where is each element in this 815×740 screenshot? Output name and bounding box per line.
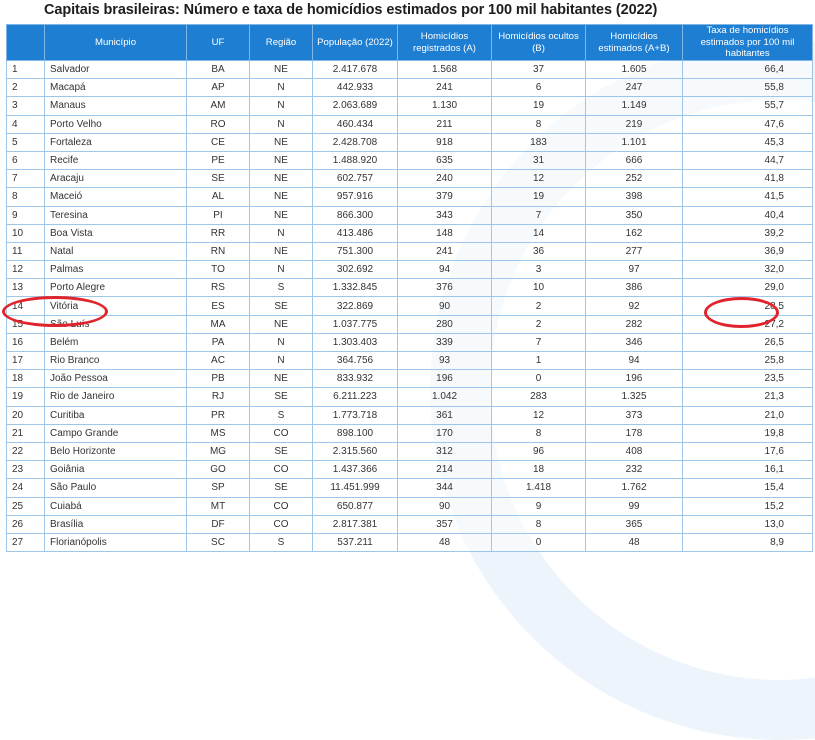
cell-uf: PR: [187, 406, 250, 424]
table-row: [7, 115, 813, 133]
cell-ocultos: 14: [492, 224, 586, 242]
cell-estimados: 398: [586, 188, 683, 206]
cell-municipio: Macapá: [45, 79, 187, 97]
cell-rank: 13: [7, 279, 45, 297]
cell-rank: 5: [7, 133, 45, 151]
cell-ocultos: 6: [492, 79, 586, 97]
cell-ocultos: 19: [492, 97, 586, 115]
cell-registrados: 48: [398, 533, 492, 551]
col-header-ocultos: Homicídios ocultos (B): [492, 25, 586, 61]
cell-ocultos: 0: [492, 533, 586, 551]
cell-estimados: 252: [586, 170, 683, 188]
table-row: [7, 61, 813, 79]
cell-rank: 23: [7, 461, 45, 479]
cell-ocultos: 1: [492, 352, 586, 370]
cell-registrados: 241: [398, 79, 492, 97]
cell-municipio: Boa Vista: [45, 224, 187, 242]
cell-rank: 1: [7, 61, 45, 79]
table-row: [7, 206, 813, 224]
cell-estimados: 196: [586, 370, 683, 388]
table-row: [7, 497, 813, 515]
table-row: [7, 533, 813, 551]
cell-registrados: 240: [398, 170, 492, 188]
cell-rank: 15: [7, 315, 45, 333]
cell-taxa: 55,8: [683, 79, 813, 97]
cell-taxa: 28,5: [683, 297, 813, 315]
cell-uf: PE: [187, 151, 250, 169]
cell-uf: AP: [187, 79, 250, 97]
cell-estimados: 666: [586, 151, 683, 169]
cell-estimados: 1.149: [586, 97, 683, 115]
cell-taxa: 19,8: [683, 424, 813, 442]
cell-uf: BA: [187, 61, 250, 79]
cell-populacao: 2.428.708: [313, 133, 398, 151]
cell-populacao: 602.757: [313, 170, 398, 188]
cell-populacao: 1.303.403: [313, 333, 398, 351]
cell-estimados: 48: [586, 533, 683, 551]
cell-municipio: Rio de Janeiro: [45, 388, 187, 406]
cell-populacao: 322.869: [313, 297, 398, 315]
cell-estimados: 97: [586, 261, 683, 279]
cell-estimados: 346: [586, 333, 683, 351]
cell-uf: GO: [187, 461, 250, 479]
cell-uf: RJ: [187, 388, 250, 406]
cell-rank: 25: [7, 497, 45, 515]
cell-rank: 7: [7, 170, 45, 188]
cell-rank: 9: [7, 206, 45, 224]
cell-registrados: 344: [398, 479, 492, 497]
cell-rank: 14: [7, 297, 45, 315]
cell-municipio: São Paulo: [45, 479, 187, 497]
cell-registrados: 312: [398, 442, 492, 460]
table-body: [7, 61, 813, 552]
cell-populacao: 1.488.920: [313, 151, 398, 169]
cell-rank: 20: [7, 406, 45, 424]
table-row: [7, 151, 813, 169]
table-row: [7, 133, 813, 151]
cell-taxa: 27,2: [683, 315, 813, 333]
cell-populacao: 302.692: [313, 261, 398, 279]
cell-rank: 12: [7, 261, 45, 279]
cell-municipio: Natal: [45, 242, 187, 260]
cell-municipio: Porto Alegre: [45, 279, 187, 297]
cell-populacao: 442.933: [313, 79, 398, 97]
cell-registrados: 1.130: [398, 97, 492, 115]
cell-taxa: 23,5: [683, 370, 813, 388]
cell-ocultos: 7: [492, 206, 586, 224]
table-row: [7, 315, 813, 333]
cell-uf: PA: [187, 333, 250, 351]
cell-rank: 21: [7, 424, 45, 442]
cell-uf: ES: [187, 297, 250, 315]
cell-ocultos: 18: [492, 461, 586, 479]
cell-ocultos: 183: [492, 133, 586, 151]
cell-populacao: 413.486: [313, 224, 398, 242]
cell-taxa: 55,7: [683, 97, 813, 115]
cell-uf: AM: [187, 97, 250, 115]
cell-populacao: 2.417.678: [313, 61, 398, 79]
cell-regiao: NE: [250, 315, 313, 333]
cell-populacao: 11.451.999: [313, 479, 398, 497]
cell-estimados: 282: [586, 315, 683, 333]
cell-taxa: 13,0: [683, 515, 813, 533]
col-header-estimados: Homicídios estimados (A+B): [586, 25, 683, 61]
cell-taxa: 41,5: [683, 188, 813, 206]
table-row: [7, 370, 813, 388]
cell-rank: 16: [7, 333, 45, 351]
table-row: [7, 333, 813, 351]
cell-ocultos: 0: [492, 370, 586, 388]
cell-rank: 8: [7, 188, 45, 206]
cell-taxa: 66,4: [683, 61, 813, 79]
cell-populacao: 1.437.366: [313, 461, 398, 479]
cell-municipio: João Pessoa: [45, 370, 187, 388]
cell-municipio: Salvador: [45, 61, 187, 79]
cell-registrados: 90: [398, 297, 492, 315]
cell-taxa: 36,9: [683, 242, 813, 260]
cell-taxa: 39,2: [683, 224, 813, 242]
cell-estimados: 1.101: [586, 133, 683, 151]
table-row: [7, 188, 813, 206]
cell-ocultos: 2: [492, 297, 586, 315]
cell-taxa: 15,4: [683, 479, 813, 497]
cell-municipio: Campo Grande: [45, 424, 187, 442]
page-title: Capitais brasileiras: Número e taxa de homicídios estimados por 100 mil habitantes (2022): [44, 2, 658, 18]
cell-uf: AC: [187, 352, 250, 370]
cell-uf: SP: [187, 479, 250, 497]
cell-rank: 2: [7, 79, 45, 97]
cell-taxa: 41,8: [683, 170, 813, 188]
cell-municipio: Fortaleza: [45, 133, 187, 151]
col-header-taxa: Taxa de homicídios estimados por 100 mil habitantes: [683, 25, 813, 61]
cell-rank: 6: [7, 151, 45, 169]
cell-taxa: 21,0: [683, 406, 813, 424]
col-header-rank: [7, 25, 45, 61]
cell-populacao: 1.773.718: [313, 406, 398, 424]
table-header-row: [7, 25, 813, 61]
cell-rank: 4: [7, 115, 45, 133]
cell-regiao: SE: [250, 388, 313, 406]
cell-taxa: 15,2: [683, 497, 813, 515]
cell-uf: RO: [187, 115, 250, 133]
cell-rank: 19: [7, 388, 45, 406]
cell-regiao: N: [250, 261, 313, 279]
cell-ocultos: 283: [492, 388, 586, 406]
cell-rank: 17: [7, 352, 45, 370]
col-header-municipio: Município: [45, 25, 187, 61]
cell-estimados: 162: [586, 224, 683, 242]
cell-registrados: 211: [398, 115, 492, 133]
cell-uf: MS: [187, 424, 250, 442]
cell-regiao: SE: [250, 479, 313, 497]
cell-municipio: Florianópolis: [45, 533, 187, 551]
table-row: [7, 97, 813, 115]
cell-registrados: 361: [398, 406, 492, 424]
cell-populacao: 833.932: [313, 370, 398, 388]
cell-populacao: 2.063.689: [313, 97, 398, 115]
cell-registrados: 170: [398, 424, 492, 442]
cell-registrados: 214: [398, 461, 492, 479]
cell-rank: 26: [7, 515, 45, 533]
cell-populacao: 866.300: [313, 206, 398, 224]
cell-uf: DF: [187, 515, 250, 533]
cell-regiao: NE: [250, 170, 313, 188]
cell-taxa: 16,1: [683, 461, 813, 479]
cell-regiao: N: [250, 333, 313, 351]
cell-regiao: SE: [250, 442, 313, 460]
cell-estimados: 277: [586, 242, 683, 260]
cell-registrados: 94: [398, 261, 492, 279]
cell-taxa: 44,7: [683, 151, 813, 169]
cell-populacao: 460.434: [313, 115, 398, 133]
homicide-table: [6, 24, 813, 552]
cell-populacao: 364.756: [313, 352, 398, 370]
cell-ocultos: 36: [492, 242, 586, 260]
table-row: [7, 406, 813, 424]
cell-regiao: S: [250, 406, 313, 424]
cell-uf: TO: [187, 261, 250, 279]
table-row: [7, 79, 813, 97]
cell-ocultos: 10: [492, 279, 586, 297]
cell-uf: MG: [187, 442, 250, 460]
cell-populacao: 6.211.223: [313, 388, 398, 406]
cell-uf: SC: [187, 533, 250, 551]
cell-populacao: 957.916: [313, 188, 398, 206]
cell-estimados: 247: [586, 79, 683, 97]
cell-taxa: 17,6: [683, 442, 813, 460]
cell-regiao: CO: [250, 497, 313, 515]
table-row: [7, 424, 813, 442]
cell-populacao: 1.037.775: [313, 315, 398, 333]
cell-taxa: 32,0: [683, 261, 813, 279]
cell-ocultos: 31: [492, 151, 586, 169]
cell-rank: 10: [7, 224, 45, 242]
cell-municipio: Maceió: [45, 188, 187, 206]
cell-registrados: 1.042: [398, 388, 492, 406]
cell-registrados: 379: [398, 188, 492, 206]
cell-estimados: 350: [586, 206, 683, 224]
table-row: [7, 261, 813, 279]
cell-uf: AL: [187, 188, 250, 206]
table-row: [7, 388, 813, 406]
cell-rank: 11: [7, 242, 45, 260]
cell-registrados: 918: [398, 133, 492, 151]
cell-regiao: CO: [250, 461, 313, 479]
cell-populacao: 1.332.845: [313, 279, 398, 297]
cell-registrados: 357: [398, 515, 492, 533]
cell-regiao: NE: [250, 370, 313, 388]
cell-taxa: 25,8: [683, 352, 813, 370]
cell-estimados: 232: [586, 461, 683, 479]
cell-estimados: 1.762: [586, 479, 683, 497]
cell-regiao: N: [250, 224, 313, 242]
cell-taxa: 8,9: [683, 533, 813, 551]
table-row: [7, 224, 813, 242]
table-row: [7, 442, 813, 460]
cell-municipio: Recife: [45, 151, 187, 169]
cell-rank: 27: [7, 533, 45, 551]
cell-estimados: 408: [586, 442, 683, 460]
cell-registrados: 196: [398, 370, 492, 388]
cell-regiao: SE: [250, 297, 313, 315]
cell-regiao: N: [250, 352, 313, 370]
cell-uf: CE: [187, 133, 250, 151]
cell-regiao: NE: [250, 133, 313, 151]
cell-uf: RN: [187, 242, 250, 260]
cell-registrados: 93: [398, 352, 492, 370]
cell-registrados: 635: [398, 151, 492, 169]
cell-regiao: N: [250, 115, 313, 133]
cell-estimados: 373: [586, 406, 683, 424]
col-header-populacao: População (2022): [313, 25, 398, 61]
table-row: [7, 242, 813, 260]
cell-taxa: 29,0: [683, 279, 813, 297]
cell-regiao: S: [250, 533, 313, 551]
cell-regiao: S: [250, 279, 313, 297]
cell-ocultos: 8: [492, 424, 586, 442]
cell-regiao: N: [250, 79, 313, 97]
cell-municipio: Teresina: [45, 206, 187, 224]
cell-municipio: Aracaju: [45, 170, 187, 188]
table-row: [7, 479, 813, 497]
cell-municipio: Goiânia: [45, 461, 187, 479]
col-header-uf: UF: [187, 25, 250, 61]
cell-municipio: Belém: [45, 333, 187, 351]
table-row: [7, 461, 813, 479]
table-row: [7, 170, 813, 188]
cell-taxa: 26,5: [683, 333, 813, 351]
cell-estimados: 92: [586, 297, 683, 315]
cell-uf: RS: [187, 279, 250, 297]
cell-municipio: Porto Velho: [45, 115, 187, 133]
cell-ocultos: 12: [492, 406, 586, 424]
cell-ocultos: 37: [492, 61, 586, 79]
cell-estimados: 1.605: [586, 61, 683, 79]
cell-rank: 24: [7, 479, 45, 497]
cell-regiao: NE: [250, 242, 313, 260]
cell-estimados: 1.325: [586, 388, 683, 406]
cell-ocultos: 19: [492, 188, 586, 206]
cell-regiao: CO: [250, 515, 313, 533]
cell-populacao: 650.877: [313, 497, 398, 515]
cell-regiao: NE: [250, 188, 313, 206]
cell-regiao: N: [250, 97, 313, 115]
cell-ocultos: 96: [492, 442, 586, 460]
cell-ocultos: 7: [492, 333, 586, 351]
cell-uf: MT: [187, 497, 250, 515]
cell-taxa: 21,3: [683, 388, 813, 406]
cell-ocultos: 8: [492, 515, 586, 533]
cell-uf: SE: [187, 170, 250, 188]
cell-regiao: NE: [250, 206, 313, 224]
cell-populacao: 898.100: [313, 424, 398, 442]
cell-registrados: 1.568: [398, 61, 492, 79]
cell-populacao: 537.211: [313, 533, 398, 551]
cell-registrados: 376: [398, 279, 492, 297]
table-row: [7, 297, 813, 315]
cell-municipio: Vitória: [45, 297, 187, 315]
table-row: [7, 279, 813, 297]
cell-estimados: 178: [586, 424, 683, 442]
cell-estimados: 99: [586, 497, 683, 515]
cell-taxa: 40,4: [683, 206, 813, 224]
cell-municipio: Manaus: [45, 97, 187, 115]
cell-municipio: Rio Branco: [45, 352, 187, 370]
table-row: [7, 352, 813, 370]
cell-regiao: NE: [250, 151, 313, 169]
cell-registrados: 280: [398, 315, 492, 333]
cell-ocultos: 2: [492, 315, 586, 333]
cell-municipio: Palmas: [45, 261, 187, 279]
cell-uf: PB: [187, 370, 250, 388]
col-header-registrados: Homicídios registrados (A): [398, 25, 492, 61]
cell-ocultos: 12: [492, 170, 586, 188]
cell-registrados: 148: [398, 224, 492, 242]
cell-estimados: 365: [586, 515, 683, 533]
cell-rank: 18: [7, 370, 45, 388]
cell-registrados: 90: [398, 497, 492, 515]
cell-registrados: 241: [398, 242, 492, 260]
cell-populacao: 751.300: [313, 242, 398, 260]
cell-municipio: Belo Horizonte: [45, 442, 187, 460]
cell-rank: 22: [7, 442, 45, 460]
cell-municipio: Cuiabá: [45, 497, 187, 515]
cell-registrados: 343: [398, 206, 492, 224]
cell-estimados: 219: [586, 115, 683, 133]
cell-ocultos: 8: [492, 115, 586, 133]
cell-taxa: 45,3: [683, 133, 813, 151]
cell-rank: 3: [7, 97, 45, 115]
cell-uf: RR: [187, 224, 250, 242]
table-row: [7, 515, 813, 533]
cell-uf: MA: [187, 315, 250, 333]
cell-municipio: Curitiba: [45, 406, 187, 424]
cell-ocultos: 9: [492, 497, 586, 515]
cell-uf: PI: [187, 206, 250, 224]
cell-populacao: 2.817.381: [313, 515, 398, 533]
col-header-regiao: Região: [250, 25, 313, 61]
cell-municipio: São Luís: [45, 315, 187, 333]
cell-estimados: 94: [586, 352, 683, 370]
cell-regiao: CO: [250, 424, 313, 442]
cell-taxa: 47,6: [683, 115, 813, 133]
cell-ocultos: 1.418: [492, 479, 586, 497]
cell-estimados: 386: [586, 279, 683, 297]
cell-populacao: 2.315.560: [313, 442, 398, 460]
cell-ocultos: 3: [492, 261, 586, 279]
cell-municipio: Brasília: [45, 515, 187, 533]
cell-regiao: NE: [250, 61, 313, 79]
cell-registrados: 339: [398, 333, 492, 351]
